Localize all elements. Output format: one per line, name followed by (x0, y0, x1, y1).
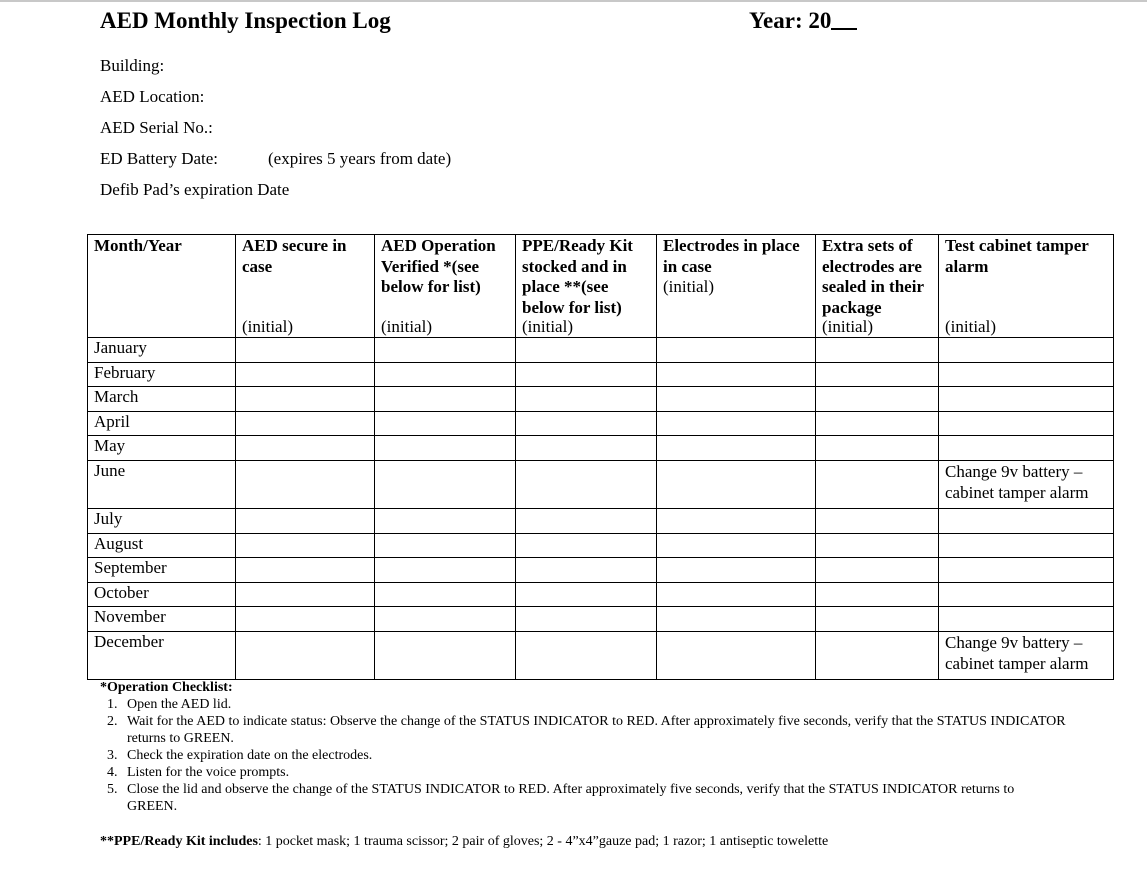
building-field[interactable] (100, 56, 164, 76)
table-row-september (88, 558, 1114, 583)
initial-cell[interactable] (516, 436, 657, 461)
initial-cell[interactable] (657, 533, 816, 558)
initial-cell[interactable] (236, 607, 375, 632)
initial-cell[interactable] (939, 436, 1114, 461)
initial-cell[interactable] (657, 508, 816, 533)
month-cell: November (88, 607, 236, 632)
table-row-august (88, 533, 1114, 558)
initial-cell[interactable] (657, 607, 816, 632)
table-row-april (88, 411, 1114, 436)
page-top-border (0, 0, 1147, 2)
initial-cell[interactable] (236, 411, 375, 436)
checklist-title: *Operation Checklist: (100, 680, 233, 695)
initial-cell[interactable] (516, 533, 657, 558)
ppe-kit-label: **PPE/Ready Kit includes (100, 834, 258, 849)
initial-cell[interactable] (816, 533, 939, 558)
battery-date-field[interactable] (100, 149, 452, 169)
initial-cell[interactable] (516, 362, 657, 387)
checklist-items (100, 696, 1100, 815)
table-row-june (88, 460, 1114, 508)
initial-cell[interactable] (236, 338, 375, 363)
checklist-item: 3. Check the expiration date on the electrodes. (107, 748, 373, 763)
column-header-ppe-kit: PPE/Ready Kit stocked and in place **(see below for list) (initial) (516, 235, 657, 338)
initial-cell[interactable] (657, 631, 816, 679)
initial-cell[interactable] (657, 460, 816, 508)
ppe-kit-contents (100, 834, 828, 850)
initial-cell[interactable] (939, 582, 1114, 607)
initial-cell[interactable] (375, 387, 516, 412)
initial-label: (initial) (522, 316, 573, 336)
initial-cell[interactable] (375, 631, 516, 679)
initial-cell[interactable] (375, 582, 516, 607)
initial-cell[interactable] (236, 362, 375, 387)
table-row-may (88, 436, 1114, 461)
initial-cell[interactable] (816, 436, 939, 461)
table-row-march (88, 387, 1114, 412)
ppe-kit-list: : 1 pocket mask; 1 trauma scissor; 2 pair of gloves; 2 - 4”x4”gauze pad; 1 razor; 1 antiseptic towelette (257, 834, 829, 849)
document-title: AED Monthly Inspection Log (100, 8, 391, 33)
table-row-december (88, 631, 1114, 679)
aed-serial-label: AED Serial No.: (100, 118, 213, 137)
initial-cell[interactable] (375, 338, 516, 363)
initial-cell[interactable] (236, 558, 375, 583)
aed-location-label: AED Location: (100, 87, 205, 106)
table-row-november (88, 607, 1114, 632)
initial-cell[interactable] (939, 607, 1114, 632)
month-cell: April (88, 411, 236, 436)
column-header-aed-operation: AED Operation Verified *(see below for list) (initial) (375, 235, 516, 338)
initial-cell[interactable] (939, 411, 1114, 436)
initial-cell[interactable] (816, 362, 939, 387)
initial-cell[interactable] (236, 508, 375, 533)
initial-label: (initial) (381, 316, 432, 336)
column-header-tamper-alarm: Test cabinet tamper alarm (initial) (939, 235, 1114, 338)
initial-cell[interactable] (375, 362, 516, 387)
battery-expiry-note: (expires 5 years from date) (268, 149, 452, 168)
initial-label: (initial) (663, 277, 714, 296)
initial-cell[interactable] (657, 362, 816, 387)
checklist-item: 1. Open the AED lid. (107, 697, 232, 712)
initial-cell[interactable] (236, 533, 375, 558)
initial-cell[interactable] (236, 436, 375, 461)
year-label: Year: 20 (749, 8, 832, 33)
initial-cell[interactable] (816, 387, 939, 412)
checklist-item: 4. Listen for the voice prompts. (107, 765, 290, 780)
initial-cell[interactable] (816, 558, 939, 583)
initial-cell[interactable] (657, 436, 816, 461)
initial-cell[interactable] (939, 460, 1114, 508)
month-cell: August (88, 533, 236, 558)
initial-cell[interactable] (375, 411, 516, 436)
month-cell: March (88, 387, 236, 412)
initial-cell[interactable] (375, 508, 516, 533)
operation-checklist (100, 679, 1100, 815)
initial-cell[interactable] (939, 508, 1114, 533)
initial-cell[interactable] (816, 631, 939, 679)
month-cell: December (88, 631, 236, 679)
initial-cell[interactable] (375, 558, 516, 583)
table-header-row (88, 235, 1114, 338)
initial-cell[interactable] (939, 558, 1114, 583)
initial-cell[interactable] (375, 460, 516, 508)
inspection-log-table (87, 234, 1114, 680)
initial-cell[interactable] (375, 533, 516, 558)
initial-cell[interactable] (516, 558, 657, 583)
month-cell: May (88, 436, 236, 461)
initial-cell[interactable] (939, 362, 1114, 387)
battery-change-note: Change 9v battery – cabinet tamper alarm (945, 632, 1089, 673)
table-row-february (88, 362, 1114, 387)
checklist-item: 2. Wait for the AED to indicate status: Observe the change of the STATUS INDICATOR to RED. After approximately five seconds, verify that the STATUS INDICATOR returns to GREEN. (107, 714, 1066, 746)
initial-cell[interactable] (375, 436, 516, 461)
initial-cell[interactable] (816, 338, 939, 363)
initial-cell[interactable] (516, 338, 657, 363)
initial-cell[interactable] (236, 582, 375, 607)
aed-location-field[interactable] (100, 87, 204, 107)
initial-cell[interactable] (236, 387, 375, 412)
pad-expiration-field[interactable] (100, 180, 289, 200)
initial-cell[interactable] (236, 631, 375, 679)
initial-cell[interactable] (516, 411, 657, 436)
month-cell: October (88, 582, 236, 607)
year-blank[interactable] (831, 8, 857, 30)
initial-label: (initial) (945, 316, 996, 336)
initial-cell[interactable] (939, 338, 1114, 363)
initial-label: (initial) (242, 316, 293, 336)
initial-cell[interactable] (816, 508, 939, 533)
table-row-january (88, 338, 1114, 363)
column-header-electrodes-in-place: Electrodes in place in case (initial) (657, 235, 816, 338)
initial-cell[interactable] (816, 460, 939, 508)
initial-cell[interactable] (657, 582, 816, 607)
battery-change-note: Change 9v battery – cabinet tamper alarm (945, 461, 1089, 502)
initial-cell[interactable] (816, 607, 939, 632)
aed-serial-field[interactable] (100, 118, 213, 138)
checklist-item: 5. Close the lid and observe the change of the STATUS INDICATOR to RED. After approximately five seconds, verify that the STATUS INDICATOR returns to GREEN. (107, 782, 1015, 814)
column-header-aed-secure: AED secure in case (initial) (236, 235, 375, 338)
initial-cell[interactable] (236, 460, 375, 508)
initial-cell[interactable] (939, 533, 1114, 558)
table-row-july (88, 508, 1114, 533)
initial-cell[interactable] (939, 631, 1114, 679)
table-row-october (88, 582, 1114, 607)
building-label: Building: (100, 56, 165, 75)
initial-cell[interactable] (375, 607, 516, 632)
initial-cell[interactable] (516, 460, 657, 508)
initial-cell[interactable] (516, 508, 657, 533)
initial-cell[interactable] (657, 387, 816, 412)
month-cell: September (88, 558, 236, 583)
initial-label: (initial) (822, 316, 873, 336)
initial-cell[interactable] (516, 607, 657, 632)
month-cell: February (88, 362, 236, 387)
pad-expiration-label: Defib Pad’s expiration Date (100, 180, 290, 199)
month-cell: July (88, 508, 236, 533)
initial-cell[interactable] (516, 387, 657, 412)
initial-cell[interactable] (657, 558, 816, 583)
year-field (749, 8, 857, 34)
column-header-extra-electrodes: Extra sets of electrodes are sealed in their package (initial) (816, 235, 939, 338)
initial-cell[interactable] (939, 387, 1114, 412)
initial-cell[interactable] (657, 338, 816, 363)
initial-cell[interactable] (516, 582, 657, 607)
month-cell: June (88, 460, 236, 508)
column-header-month-year: Month/Year (88, 235, 236, 338)
initial-cell[interactable] (516, 631, 657, 679)
initial-cell[interactable] (816, 411, 939, 436)
initial-cell[interactable] (816, 582, 939, 607)
initial-cell[interactable] (657, 411, 816, 436)
month-cell: January (88, 338, 236, 363)
battery-date-label: ED Battery Date: (100, 149, 219, 168)
